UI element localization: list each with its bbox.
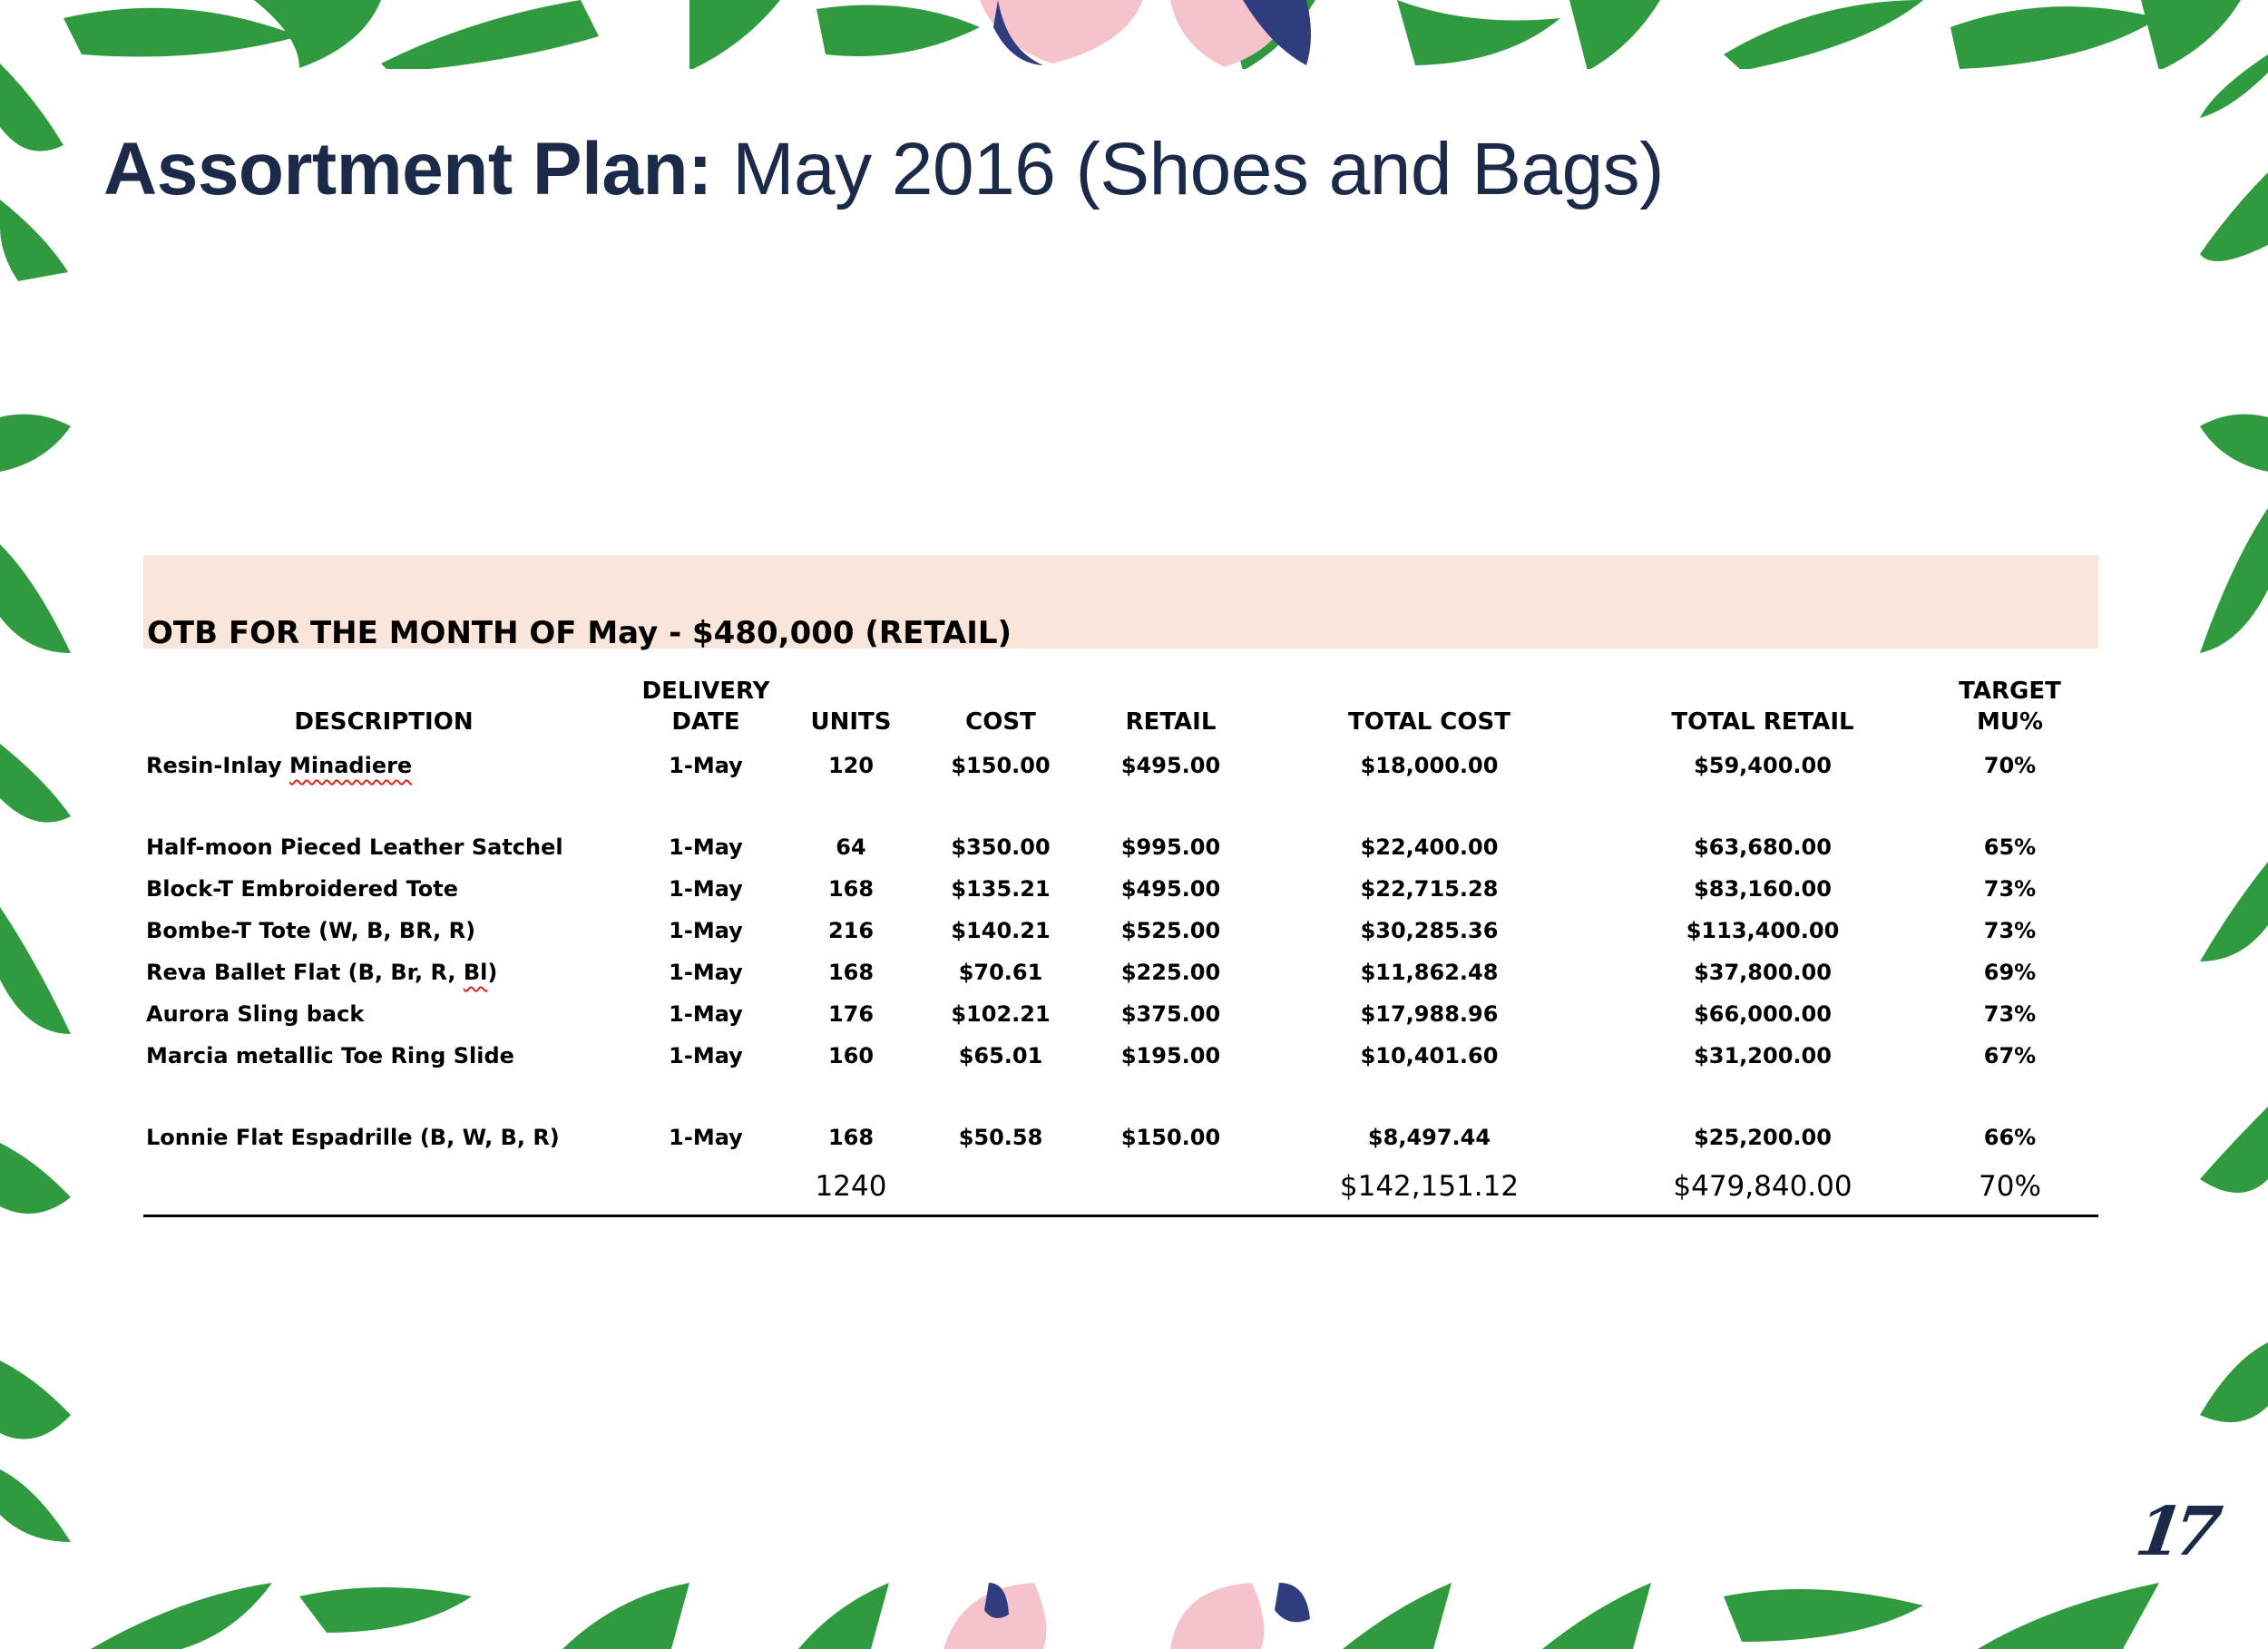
cell-units: 160	[827, 1043, 875, 1068]
totals-empty-cell	[1087, 1158, 1255, 1216]
cell-total-cost: $30,285.36	[1360, 918, 1499, 943]
title-rest: May 2016 (Shoes and Bags)	[711, 128, 1664, 210]
slide-title	[103, 127, 1664, 212]
cell-target-mu: 73%	[1983, 1001, 2037, 1027]
header-description: DESCRIPTION	[294, 708, 474, 736]
cell-target-mu: 73%	[1983, 918, 2037, 943]
cell-total-cost: $8,497.44	[1367, 1125, 1491, 1150]
cell-units: 168	[827, 960, 875, 985]
page-number: 17	[2130, 1493, 2218, 1571]
cell-delivery-date: 1-May	[669, 1043, 743, 1068]
cell-total-retail: $66,000.00	[1694, 1001, 1832, 1027]
title-bold: Assortment Plan:	[103, 128, 712, 210]
cell-description: Bombe-T Tote (W, B, BR, R)	[146, 918, 476, 943]
cell-cost: $135.21	[951, 876, 1051, 902]
cell-total-cost: $22,715.28	[1360, 876, 1499, 902]
cell-description: Reva Ballet Flat (B, Br, R, Bl)	[146, 960, 498, 985]
table-row	[143, 1035, 2098, 1077]
cell-cost: $70.61	[958, 960, 1043, 985]
cell-retail: $995.00	[1120, 834, 1221, 860]
cell-cost: $50.58	[958, 1125, 1043, 1150]
header-retail: RETAIL	[1125, 708, 1217, 736]
table-row	[143, 1117, 2098, 1158]
cell-cost: $140.21	[951, 918, 1051, 943]
cell-total-retail: $37,800.00	[1694, 960, 1832, 985]
cell-units: 168	[827, 876, 875, 902]
cell-retail: $150.00	[1120, 1125, 1221, 1150]
cell-units: 64	[836, 834, 866, 860]
cell-cost: $350.00	[951, 834, 1051, 860]
cell-description: Block-T Embroidered Tote	[146, 876, 459, 902]
header-total-retail: TOTAL RETAIL	[1671, 708, 1854, 736]
cell-description: Aurora Sling back	[146, 1001, 365, 1027]
cell-total-cost: $22,400.00	[1360, 834, 1499, 860]
header-total-cost: TOTAL COST	[1348, 708, 1510, 736]
table-row	[143, 993, 2098, 1035]
cell-units: 120	[827, 753, 875, 778]
table-row	[143, 826, 2098, 868]
cell-units: 216	[827, 918, 875, 943]
cell-retail: $225.00	[1120, 960, 1221, 985]
table-row	[143, 951, 2098, 993]
cell-units: 176	[827, 1001, 875, 1027]
header-cost: COST	[965, 708, 1036, 736]
cell-cost: $150.00	[951, 753, 1051, 778]
cell-delivery-date: 1-May	[669, 876, 743, 902]
cell-description: Marcia metallic Toe Ring Slide	[146, 1043, 514, 1068]
cell-total-retail: $83,160.00	[1694, 876, 1832, 902]
cell-delivery-date: 1-May	[669, 918, 743, 943]
cell-units: 168	[827, 1125, 875, 1150]
table-header-row	[143, 676, 2098, 745]
header-delivery-date: DELIVERY DATE	[641, 678, 770, 736]
cell-retail: $375.00	[1120, 1001, 1221, 1027]
cell-total-retail: $25,200.00	[1694, 1125, 1832, 1150]
table-row	[143, 910, 2098, 951]
cell-target-mu: 65%	[1983, 834, 2037, 860]
table-row	[143, 868, 2098, 910]
cell-retail: $195.00	[1120, 1043, 1221, 1068]
cell-cost: $102.21	[951, 1001, 1051, 1027]
header-target-mu: TARGET MU%	[1959, 678, 2061, 736]
cell-total-retail: $31,200.00	[1694, 1043, 1832, 1068]
cell-total-cost: $17,988.96	[1360, 1001, 1499, 1027]
totals-empty-cell	[914, 1158, 1087, 1216]
cell-delivery-date: 1-May	[669, 753, 743, 778]
cell-total-cost: $11,862.48	[1360, 960, 1499, 985]
cell-retail: $525.00	[1120, 918, 1221, 943]
totals-row	[143, 1158, 2098, 1216]
total-target-mu: 70%	[1921, 1158, 2098, 1216]
assortment-table	[143, 676, 2098, 1217]
cell-total-cost: $18,000.00	[1360, 753, 1499, 778]
cell-target-mu: 70%	[1983, 753, 2037, 778]
totals-empty-cell	[624, 1158, 787, 1216]
cell-total-retail: $113,400.00	[1686, 918, 1840, 943]
cell-description: Resin-Inlay Minadiere	[146, 753, 413, 778]
table-row	[143, 745, 2098, 786]
cell-total-cost: $10,401.60	[1360, 1043, 1499, 1068]
total-units: 1240	[787, 1158, 914, 1216]
totals-label-cell	[143, 1158, 624, 1216]
total-cost: $142,151.12	[1255, 1158, 1604, 1216]
cell-description: Lonnie Flat Espadrille (B, W, B, R)	[146, 1125, 560, 1150]
cell-total-retail: $59,400.00	[1694, 753, 1832, 778]
cell-delivery-date: 1-May	[669, 1001, 743, 1027]
header-units: UNITS	[810, 708, 892, 736]
cell-delivery-date: 1-May	[669, 960, 743, 985]
cell-delivery-date: 1-May	[669, 834, 743, 860]
cell-retail: $495.00	[1120, 753, 1221, 778]
cell-target-mu: 73%	[1983, 876, 2037, 902]
spacer-row	[143, 786, 2098, 826]
cell-cost: $65.01	[958, 1043, 1043, 1068]
total-retail: $479,840.00	[1604, 1158, 1921, 1216]
cell-retail: $495.00	[1120, 876, 1221, 902]
cell-description: Half-moon Pieced Leather Satchel	[146, 834, 563, 860]
otb-heading: OTB FOR THE MONTH OF May - $480,000 (RETAIL)	[147, 615, 1012, 651]
cell-target-mu: 66%	[1983, 1125, 2037, 1150]
cell-target-mu: 67%	[1983, 1043, 2037, 1068]
spacer-row	[143, 1077, 2098, 1117]
cell-target-mu: 69%	[1983, 960, 2037, 985]
cell-total-retail: $63,680.00	[1694, 834, 1832, 860]
cell-delivery-date: 1-May	[669, 1125, 743, 1150]
